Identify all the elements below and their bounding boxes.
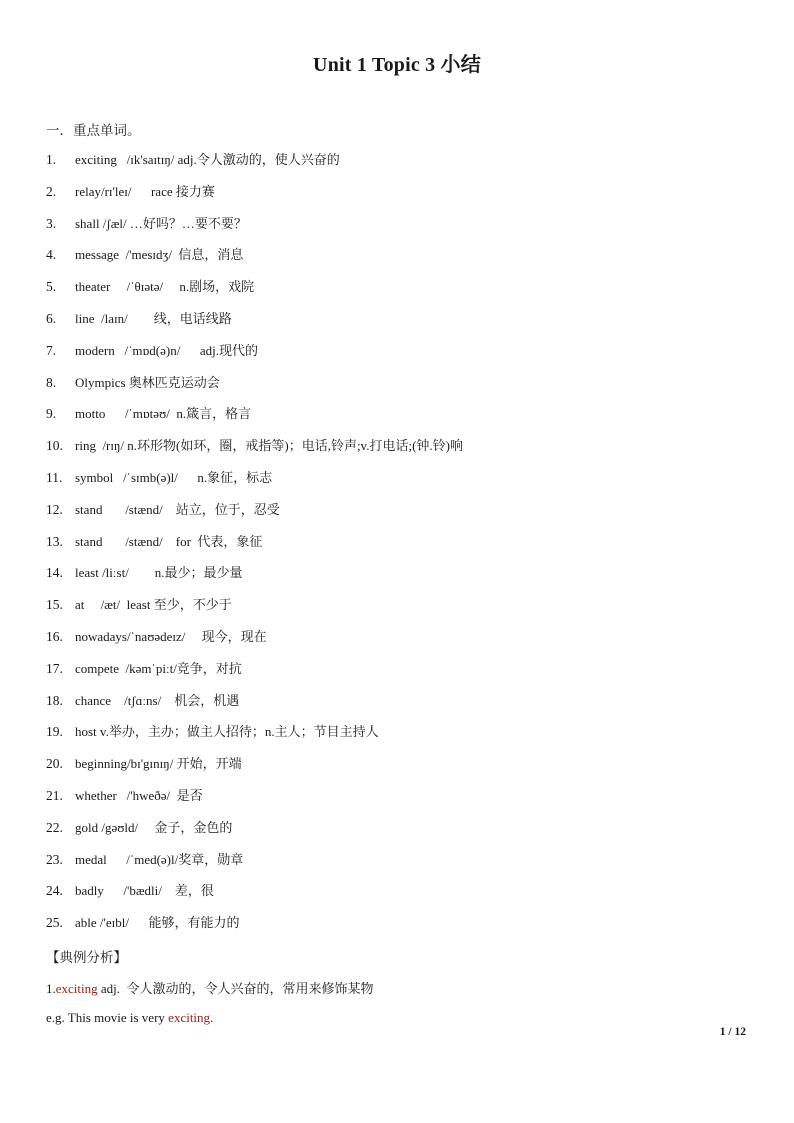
vocab-entry: exciting /ɪk'saɪtɪŋ/ adj.令人激动的，使人兴奋的 [75,152,340,167]
page-number: 1 / 12 [719,1026,746,1038]
vocab-entry: chance /tʃɑːns/ 机会，机遇 [75,692,240,708]
vocab-entry: ring /rɪŋ/ n.环形物(如环，圈，戒指等)；电话,铃声;v.打电话;(钟.铃)响 [75,438,463,454]
vocab-entry: motto /ˈmɒtəʊ/ n.箴言，格言 [75,406,252,422]
vocab-entry: shall /ʃæl/ …好吗？…要不要？ [75,215,247,231]
vocab-number: 7. [46,342,57,358]
vocab-item [46,468,746,500]
vocab-number: 10. [46,438,63,454]
vocab-number: 12. [46,501,63,517]
vocab-item [46,691,746,723]
highlighted-word: exciting [168,1010,211,1025]
vocab-number: 2. [46,183,57,199]
vocab-number: 11. [46,469,63,485]
vocab-entry: whether /'hweðə/ 是否 [75,787,203,803]
vocab-item [46,277,746,309]
vocab-item [46,627,746,659]
vocab-entry: compete /kəmˈpiːt/竞争，对抗 [75,660,242,676]
example-sentence [46,1010,213,1026]
vocab-item [46,818,746,850]
example-prefix: 1. [46,981,56,996]
example-definition: adj. 令人激动的，令人兴奋的，常用来修饰某物 [97,981,374,996]
vocab-number: 17. [46,660,63,676]
page-title: Unit 1 Topic 3 小结 [313,54,481,76]
vocab-number: 6. [46,310,57,326]
vocab-entry: line /laɪn/ 线，电话线路 [75,310,232,326]
vocab-entry: modern /ˈmɒd(ə)n/ adj.现代的 [75,342,258,358]
vocab-item [46,563,746,595]
vocab-item [46,373,746,405]
vocab-entry: relay/rɪ'leɪ/ race 接力赛 [75,183,215,199]
vocab-number: 5. [46,279,57,295]
vocab-item [46,309,746,341]
vocab-list [46,150,746,945]
vocab-item [46,913,746,945]
vocab-entry: message /'mesɪdʒ/ 信息，消息 [75,247,244,263]
vocab-item [46,532,746,564]
vocab-number: 19. [46,724,63,740]
vocab-item [46,214,746,246]
example-sentence-prefix: e.g. This movie is very [46,1010,169,1025]
vocab-number: 23. [46,851,63,867]
vocab-item [46,659,746,691]
vocab-item [46,404,746,436]
vocab-item [46,436,746,468]
vocab-number: 13. [46,533,63,549]
vocab-number: 4. [46,247,57,263]
vocab-number: 20. [46,756,63,772]
vocab-item [46,595,746,627]
vocab-number: 3. [46,215,57,231]
section-heading: 一．重点单词。 [46,123,141,139]
vocab-number: 21. [46,787,63,803]
vocab-item [46,881,746,913]
vocab-entry: beginning/bɪ'gɪnɪŋ/ 开始，开端 [75,756,242,772]
vocab-item [46,245,746,277]
vocab-entry: stand /stænd/ for 代表，象征 [75,533,263,549]
example-line-1 [46,978,374,997]
vocab-number: 14. [46,565,63,581]
vocab-entry: gold /gəʊld/ 金子，金色的 [75,819,233,835]
vocab-item [46,182,746,214]
vocab-entry: symbol /ˈsɪmb(ə)l/ n.象征，标志 [75,469,273,485]
vocab-entry: stand /stænd/ 站立，位于，忍受 [75,501,280,517]
vocab-item [46,341,746,373]
vocab-entry: medal /ˈmed(ə)l/奖章，勋章 [75,851,244,867]
vocab-entry: at /æt/ least 至少，不少于 [75,597,232,613]
vocab-entry: Olympics 奥林匹克运动会 [75,374,220,390]
vocab-entry: able /'eɪbl/ 能够，有能力的 [75,915,240,931]
example-sentence-suffix: . [210,1010,214,1025]
vocab-number: 1. [46,152,57,167]
vocab-item [46,786,746,818]
highlighted-word: exciting [55,981,98,996]
vocab-number: 15. [46,597,63,613]
vocab-number: 16. [46,628,63,644]
vocab-number: 9. [46,406,57,422]
example-heading: 【典例分析】 [46,950,127,966]
vocab-number: 24. [46,883,63,899]
vocab-number: 22. [46,819,63,835]
vocab-item [46,150,746,182]
vocab-entry: least /liːst/ n.最少；最少量 [75,565,243,581]
vocab-number: 18. [46,692,63,708]
vocab-number: 8. [46,374,57,390]
vocab-number: 25. [46,915,63,931]
vocab-entry: badly /'bædli/ 差，很 [75,883,214,899]
vocab-item [46,500,746,532]
vocab-item [46,722,746,754]
vocab-entry: nowadays/ˈnaʊədeɪz/ 现今，现在 [75,628,267,644]
vocab-item [46,754,746,786]
vocab-entry: theater /ˈθɪətə/ n.剧场，戏院 [75,279,255,295]
vocab-entry: host v.举办，主办；做主人招待；n.主人；节目主持人 [75,724,379,740]
vocab-item [46,850,746,882]
